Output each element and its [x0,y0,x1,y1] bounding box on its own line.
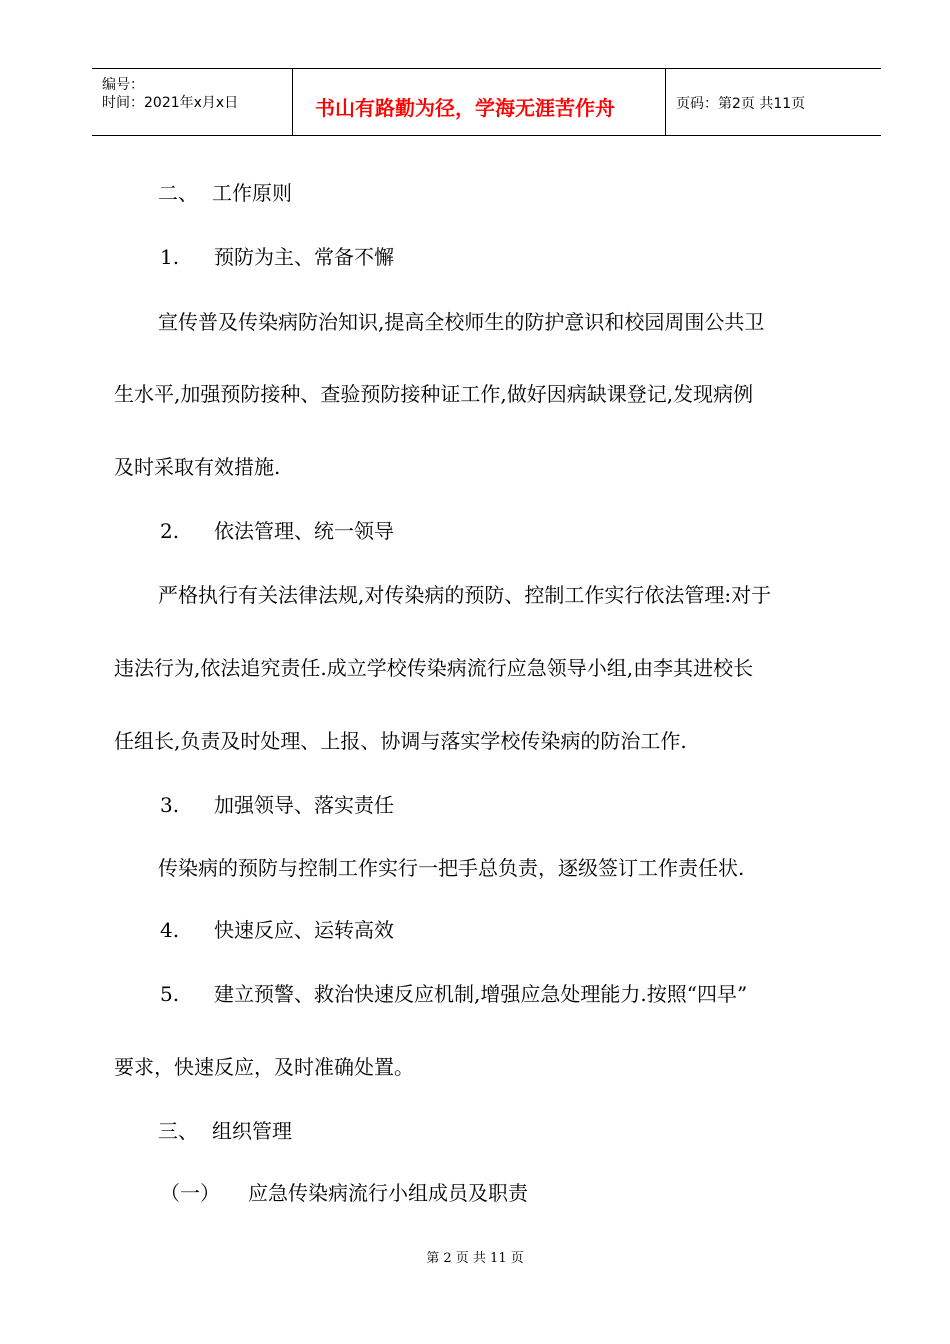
paragraph-line: 生水平,加强预防接种、查验预防接种证工作,做好因病缺课登记,发现病例 [114,382,754,406]
header-motto: 书山有路勤为径，学海无涯苦作舟 [315,96,615,120]
document-header [92,68,881,136]
principle-heading-5 [160,982,747,1006]
principle-title: 依法管理、统一领导 [214,519,394,543]
principle-heading-1 [160,245,394,269]
principle-number: 5. [160,982,180,1006]
section-number: 二、 [158,181,198,205]
principle-title: 预防为主、常备不懈 [214,245,394,269]
subsection-heading-1 [160,1181,528,1205]
document-number-label: 编号： [102,77,144,93]
header-page-info: 页码：第2页 共11页 [676,96,806,112]
document-time-label: 时间：2021年x月x日 [102,95,239,111]
paragraph-line: 严格执行有关法律法规,对传染病的预防、控制工作实行依法管理:对于 [158,583,772,607]
paragraph-line: 及时采取有效措施. [114,455,281,479]
page-footer: 第 2 页 共 11 页 [426,1251,524,1266]
header-page-cell [666,69,881,135]
paragraph-line: 传染病的预防与控制工作实行一把手总负责，逐级签订工作责任状. [158,856,745,880]
header-meta-cell [92,69,293,135]
principle-number: 2. [160,519,180,543]
principle-heading-4 [160,918,394,942]
subsection-title: 应急传染病流行小组成员及职责 [248,1181,528,1205]
paragraph-line: 要求，快速反应，及时准确处置。 [114,1055,414,1079]
header-motto-cell [293,69,666,135]
principle-heading-3 [160,793,394,817]
subsection-number: （一） [160,1181,220,1205]
principle-title: 加强领导、落实责任 [214,793,394,817]
section-heading-3 [158,1119,292,1143]
paragraph-line: 宣传普及传染病防治知识,提高全校师生的防护意识和校园周围公共卫 [158,310,765,334]
paragraph-line: 违法行为,依法追究责任.成立学校传染病流行应急领导小组,由李其进校长 [114,656,754,680]
paragraph-line: 任组长,负责及时处理、上报、协调与落实学校传染病的防治工作. [114,729,687,753]
principle-title: 建立预警、救治快速反应机制,增强应急处理能力.按照“四早” [214,982,748,1006]
principle-number: 3. [160,793,180,817]
principle-number: 1. [160,245,180,269]
section-heading-2 [158,181,292,205]
section-title: 组织管理 [212,1119,292,1143]
section-number: 三、 [158,1119,198,1143]
principle-heading-2 [160,519,394,543]
principle-title: 快速反应、运转高效 [214,918,394,942]
principle-number: 4. [160,918,180,942]
section-title: 工作原则 [212,181,292,205]
